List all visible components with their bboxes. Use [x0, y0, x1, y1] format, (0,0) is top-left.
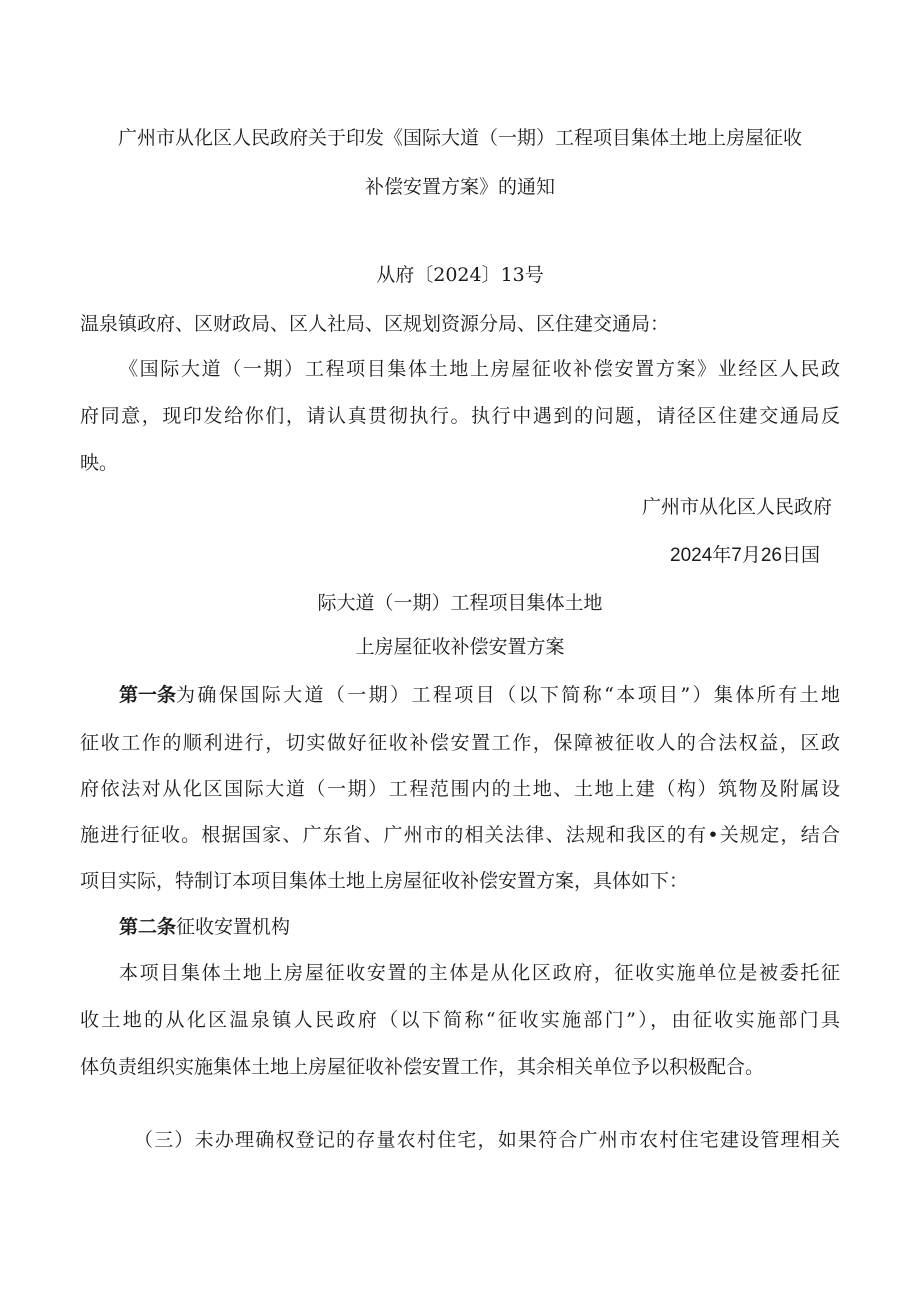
plan-title-line-1: 际大道（一期）工程项目集体土地: [317, 592, 603, 614]
body-paragraph-1-line-2: 府同意，现印发给你们，请认真贯彻执行。执行中遇到的问题，请径区住建交通局反: [80, 405, 840, 427]
article-1-text-line-4: 施进行征收。根据国家、广东省、广州市的相关法律、法规和我区的有•关规定，结合: [80, 824, 840, 846]
article-1-text-line-5: 项目实际，特制订本项目集体土地上房屋征收补偿安置方案，具体如下：: [80, 870, 689, 892]
body-paragraph-1-line-1: 《国际大道（一期）工程项目集体土地上房屋征收补偿安置方案》业经区人民政: [119, 358, 840, 380]
document-title-line-2: 补偿安置方案》的通知: [364, 176, 555, 198]
body-paragraph-1-line-3: 映。: [80, 452, 119, 474]
article-2-heading: [119, 914, 290, 940]
document-title-line-1: 广州市从化区人民政府关于印发《国际大道（一期）工程项目集体土地上房屋征收: [117, 127, 802, 149]
signature-issuer: 广州市从化区人民政府: [641, 496, 832, 518]
plan-title-line-2: 上房屋征收补偿安置方案: [355, 636, 565, 658]
issue-date: 2024年7月26日国: [670, 545, 820, 566]
article-2-text-line-3: 体负责组织实施集体土地上房屋征收补偿安置工作，其余相关单位予以积极配合。: [80, 1056, 765, 1078]
article-1-text-line-2: 征收工作的顺利进行，切实做好征收补偿安置工作，保障被征收人的合法权益，区政: [80, 732, 840, 754]
article-1-label: 第一条: [119, 684, 177, 706]
article-2-text-line-1: 本项目集体土地上房屋征收安置的主体是从化区政府，征收实施单位是被委托征: [119, 962, 840, 984]
article-2-label: 第二条: [119, 916, 177, 938]
article-1-first-line: [119, 682, 840, 708]
article-1-text-line-3: 府依法对从化区国际大道（一期）工程范围内的土地、土地上建（构）筑物及附属设: [80, 778, 840, 800]
article-1-text-line-1: 为确保国际大道（一期）工程项目（以下简称“本项目”）集体所有土地: [176, 684, 840, 706]
addressee-line: 温泉镇政府、区财政局、区人社局、区规划资源分局、区住建交通局：: [80, 313, 670, 335]
article-2-text-line-2: 收土地的从化区温泉镇人民政府（以下简称“征收实施部门”），由征收实施部门具: [80, 1009, 840, 1031]
document-number: 从府〔2024〕13号: [376, 264, 544, 286]
article-2-heading-text: 征收安置机构: [176, 916, 291, 938]
clause-3-line: （三）未办理确权登记的存量农村住宅，如果符合广州市农村住宅建设管理相关: [134, 1129, 840, 1151]
